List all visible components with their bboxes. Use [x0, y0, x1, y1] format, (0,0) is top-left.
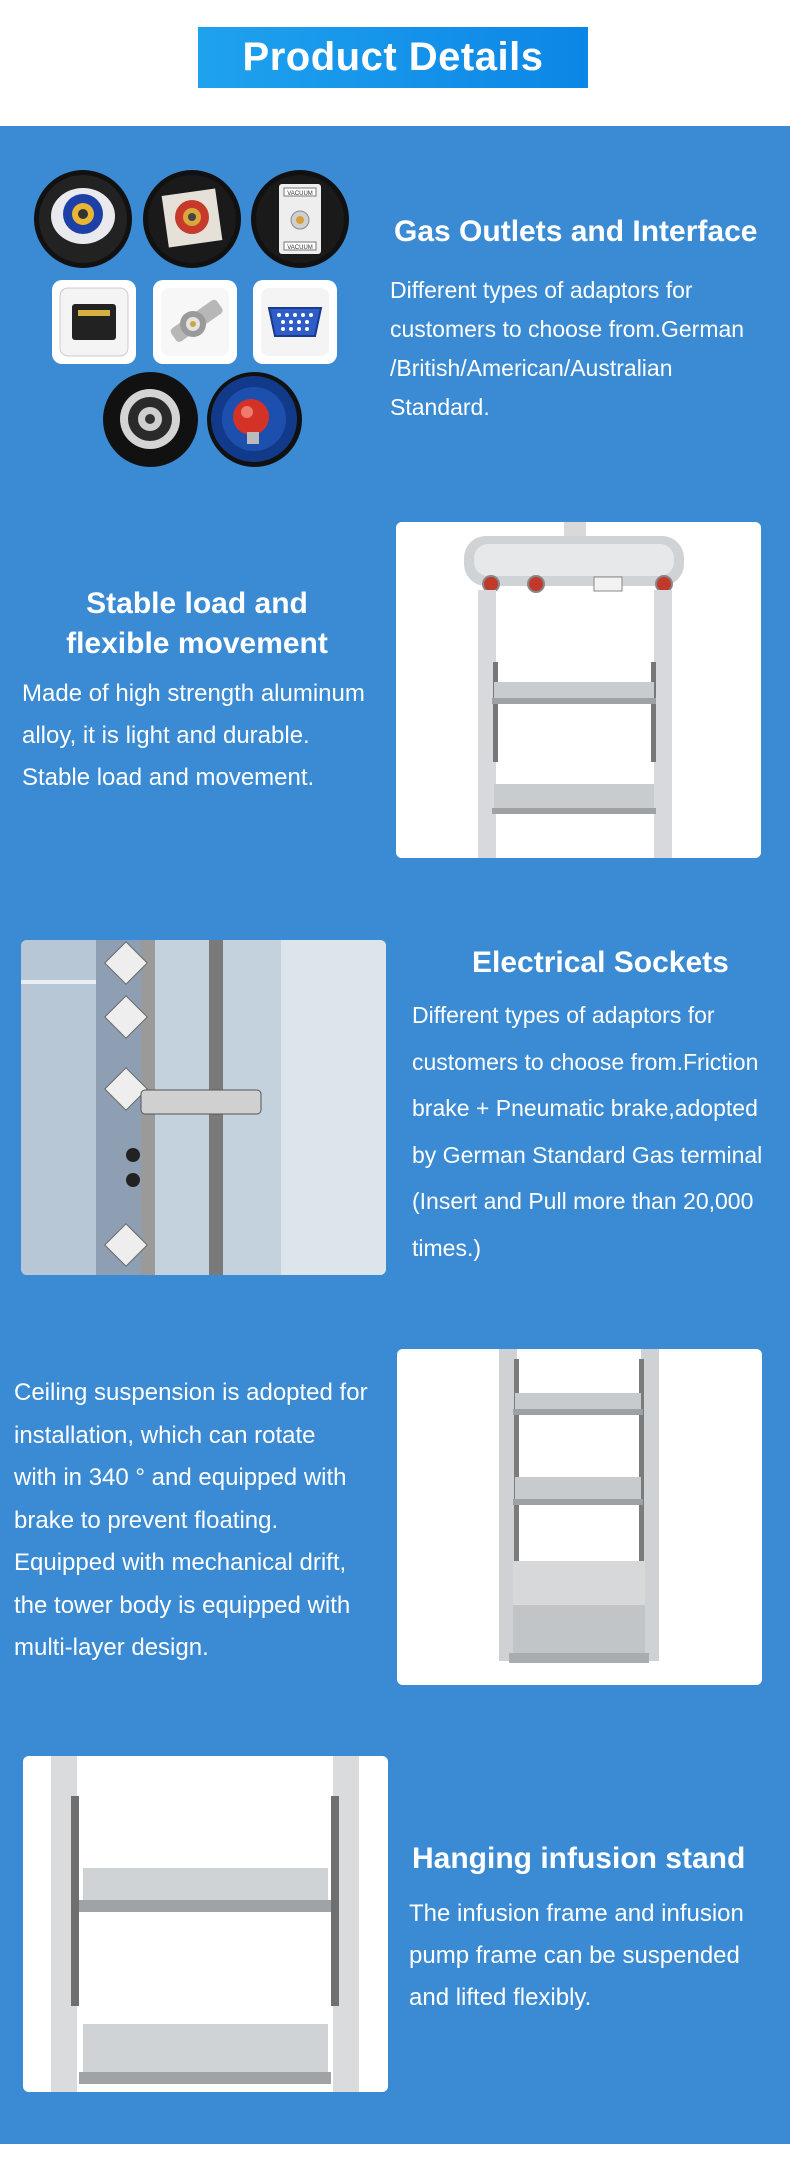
ceiling-text-line: multi-layer design. [14, 1634, 209, 1661]
vga-socket-image [253, 280, 337, 364]
load-text-line: Made of high strength aluminum [22, 680, 365, 707]
gas-text-line: customers to choose from.German [390, 316, 745, 342]
gas-section-title: Gas Outlets and Interface [394, 215, 758, 248]
ceiling-text-line: Ceiling suspension is adopted for [14, 1379, 368, 1406]
vacuum-outlet-panel-image [251, 170, 349, 268]
load-section-text [22, 673, 365, 799]
gas-outlet-blue-image [34, 170, 132, 268]
bottom-strip [0, 2144, 790, 2174]
gas-text-line: /British/American/Australian [390, 355, 673, 381]
ceiling-text-line: brake to prevent floating. [14, 1506, 279, 1534]
load-text-line: Stable load and movement. [22, 764, 315, 791]
ceiling-text-line: installation, which can rotate [14, 1421, 316, 1449]
ceiling-text-line: with in 340 ° and equipped with [14, 1464, 347, 1491]
electrical-section-text [412, 992, 762, 1271]
ceiling-text-line: the tower body is equipped with [14, 1591, 351, 1619]
electrical-text-line: brake + Pneumatic brake,adopted [412, 1095, 758, 1121]
ceiling-section-text [14, 1372, 368, 1670]
network-socket-image [52, 280, 136, 364]
vacuum-label-bottom: VACUUM [287, 245, 313, 251]
tower-body-photo [397, 1349, 762, 1685]
gas-text-line: Standard. [390, 394, 490, 420]
electrical-text-line: by German Standard Gas terminal [412, 1141, 763, 1168]
load-text-line: alloy, it is light and durable. [22, 722, 310, 749]
gas-outlet-black-image [103, 372, 198, 467]
electrical-text-line: Different types of adaptors for [412, 1002, 715, 1028]
infusion-section-text [409, 1893, 744, 2019]
load-title-line: Stable load and [86, 587, 308, 620]
infusion-text-line: pump frame can be suspended [409, 1942, 740, 1969]
load-section-title [22, 584, 372, 664]
gas-outlet-red-square-image [143, 170, 241, 268]
electrical-text-line: (Insert and Pull more than 20,000 [412, 1188, 754, 1214]
vacuum-label-top: VACUUM [287, 191, 313, 197]
infusion-text-line: and lifted flexibly. [409, 1984, 592, 2011]
ceiling-text-line: Equipped with mechanical drift, [14, 1549, 347, 1576]
header-area [0, 0, 790, 126]
electrical-text-line: times.) [412, 1234, 481, 1261]
gas-text-line: Different types of adaptors for [390, 277, 693, 303]
electrical-sockets-photo [21, 940, 386, 1275]
tower-head-photo [396, 522, 761, 858]
electrical-text-line: customers to choose from.Friction [412, 1048, 759, 1075]
load-title-line: flexible movement [66, 627, 328, 660]
gas-section-text [390, 271, 744, 427]
infusion-section-title: Hanging infusion stand [412, 1842, 746, 1875]
infusion-text-line: The infusion frame and infusion [409, 1900, 744, 1927]
bnc-connector-image [153, 280, 237, 364]
page-title: Product Details [198, 27, 588, 88]
infusion-stand-photo [23, 1756, 388, 2092]
electrical-section-title: Electrical Sockets [472, 946, 729, 979]
gas-outlet-red-blue-image [207, 372, 302, 467]
